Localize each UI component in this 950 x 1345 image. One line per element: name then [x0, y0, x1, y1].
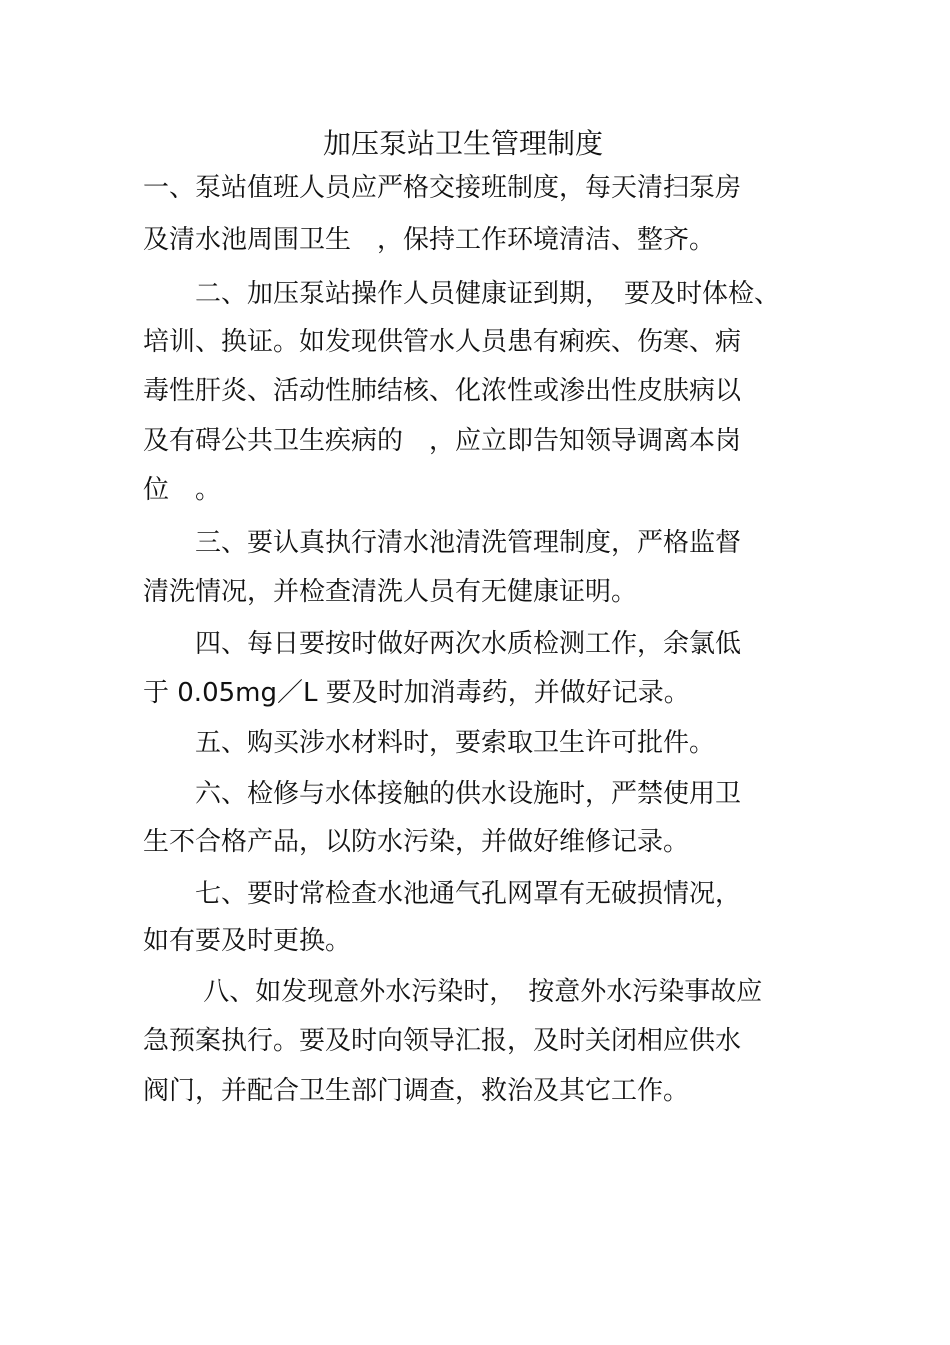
text-line: 七、要时常检查水池通气孔网罩有无破损情况，: [143, 879, 742, 909]
text-line: 位 。: [143, 475, 222, 505]
text-line: 三、要认真执行清水池清洗管理制度，严格监督: [143, 528, 742, 558]
text-line: 急预案执行。要及时向领导汇报，及时关闭相应供水: [143, 1026, 742, 1056]
text-line: 四、每日要按时做好两次水质检测工作，余氯低: [143, 629, 742, 659]
text-line: 培训、换证。如发现供管水人员患有痢疾、伤寒、病: [143, 327, 742, 357]
text-line: 及有碍公共卫生疾病的 ，应立即告知领导调离本岗: [143, 426, 742, 456]
text-line: 八、如发现意外水污染时， 按意外水污染事故应: [143, 977, 763, 1007]
document-title: 加压泵站卫生管理制度: [322, 127, 603, 160]
text-line: 阀门，并配合卫生部门调查，救治及其它工作。: [143, 1076, 690, 1106]
text-line: 及清水池周围卫生 ，保持工作环境清洁、整齐。: [143, 225, 716, 255]
text-line: 六、检修与水体接触的供水设施时，严禁使用卫: [143, 779, 742, 809]
text-line: 二、加压泵站操作人员健康证到期， 要及时体检、: [143, 279, 781, 309]
text-line: 清洗情况，并检查清洗人员有无健康证明。: [143, 577, 638, 607]
text-line: 于 0.05mg／L 要及时加消毒药，并做好记录。: [143, 678, 690, 708]
text-line: 如有要及时更换。: [143, 926, 352, 956]
text-line: 生不合格产品，以防水污染，并做好维修记录。: [143, 827, 690, 857]
text-line: 五、购买涉水材料时，要索取卫生许可批件。: [143, 728, 716, 758]
text-line: 一、泵站值班人员应严格交接班制度，每天清扫泵房: [143, 173, 742, 203]
text-line: 毒性肝炎、活动性肺结核、化浓性或渗出性皮肤病以: [143, 376, 742, 406]
